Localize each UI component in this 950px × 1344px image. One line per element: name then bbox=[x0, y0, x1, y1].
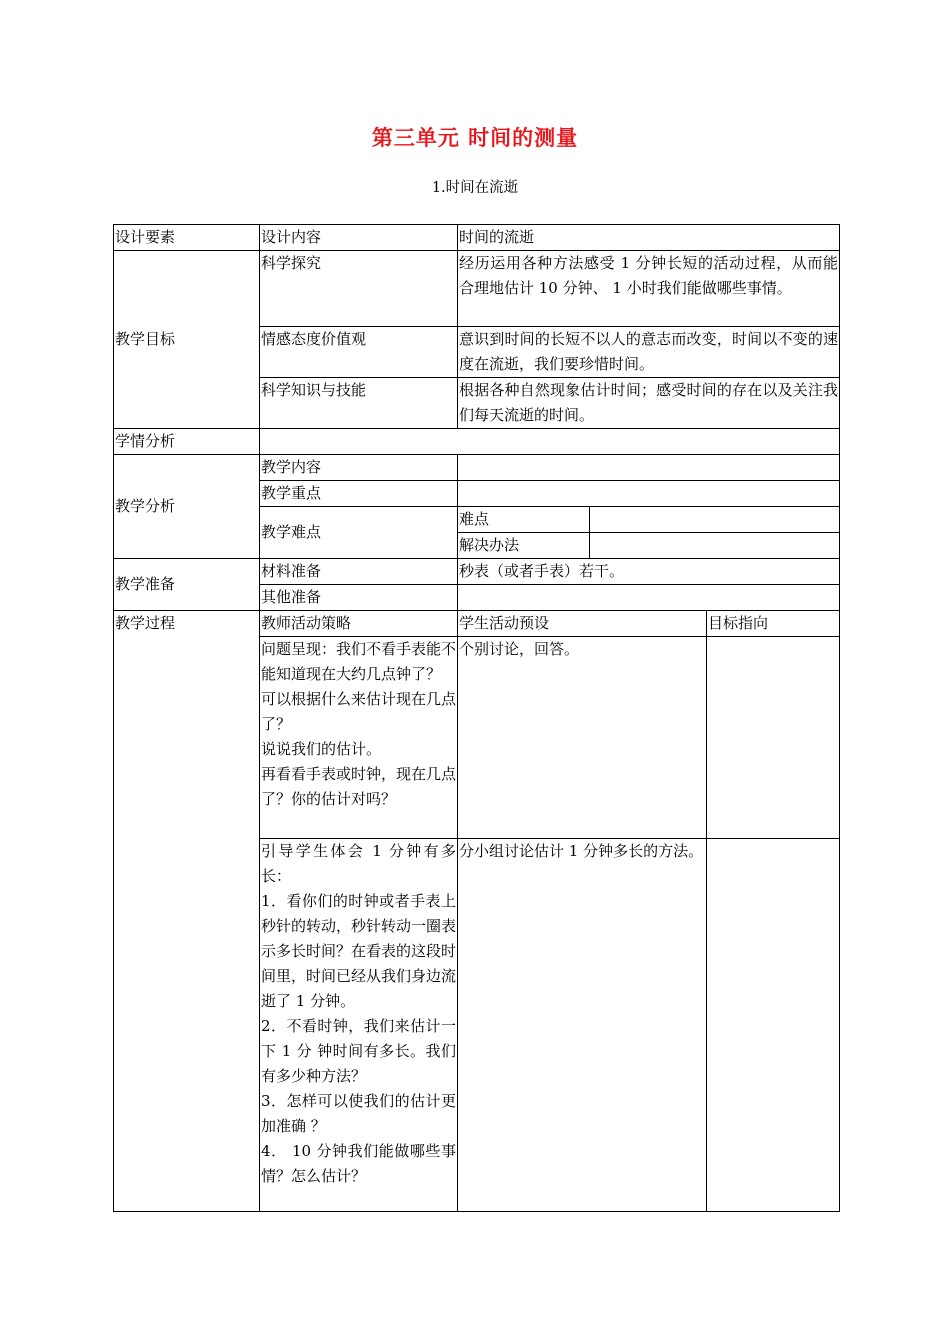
table-row bbox=[114, 559, 840, 585]
preparation-label: 教学准备 bbox=[114, 559, 260, 611]
materials-label: 材料准备 bbox=[260, 559, 458, 585]
table-row bbox=[114, 455, 840, 481]
process-col-teacher: 教师活动策略 bbox=[260, 611, 458, 637]
teacher-line: 4． 10 分钟我们能做哪些事情？怎么估计？ bbox=[261, 1142, 456, 1185]
other-prep-label: 其他准备 bbox=[260, 585, 458, 611]
teacher-line: 引导学生体会 1 分钟有多长： bbox=[261, 842, 456, 885]
goal-content: 意识到时间的长短不以人的意志而改变，时间以不变的速度在流逝，我们要珍惜时间。 bbox=[458, 327, 840, 378]
teacher-line: 再看看手表或时钟，现在几点了？你的估计对吗？ bbox=[261, 765, 457, 808]
solution-sub-value bbox=[590, 533, 840, 559]
teacher-line: 3．怎样可以使我们的估计更加准确 ？ bbox=[261, 1092, 456, 1135]
header-design-element: 设计要素 bbox=[114, 225, 260, 251]
learner-analysis-value bbox=[260, 429, 840, 455]
teacher-line: 可以根据什么来估计现在几点了？ bbox=[261, 690, 457, 733]
goal-item: 科学探究 bbox=[260, 251, 458, 327]
difficulty-sub-value bbox=[590, 507, 840, 533]
solution-sub-label: 解决办法 bbox=[458, 533, 590, 559]
table-row bbox=[114, 251, 840, 327]
teacher-activity bbox=[260, 637, 458, 839]
analysis-key-value bbox=[458, 481, 840, 507]
teacher-line: 说说我们的估计。 bbox=[261, 740, 382, 758]
page-title: 第三单元 时间的测量 bbox=[371, 125, 579, 150]
goal-item: 科学知识与技能 bbox=[260, 378, 458, 429]
lesson-subtitle: 1.时间在流逝 bbox=[431, 180, 519, 196]
target-direction bbox=[707, 839, 840, 1212]
teacher-line: 1．看你们的时钟或者手表上秒针的转动，秒针转动一圈表示多长时间？在看表的这段时间里，时间已经从我们身边流逝了 1 分钟。 bbox=[261, 892, 457, 1010]
analysis-content-value bbox=[458, 455, 840, 481]
other-prep-value bbox=[458, 585, 840, 611]
goal-item: 情感态度价值观 bbox=[260, 327, 458, 378]
learner-analysis-label: 学情分析 bbox=[114, 429, 260, 455]
process-col-target: 目标指向 bbox=[707, 611, 840, 637]
analysis-label: 教学分析 bbox=[114, 455, 260, 559]
materials-value: 秒表（或者手表）若干。 bbox=[458, 559, 840, 585]
process-label: 教学过程 bbox=[114, 611, 260, 1212]
goal-content: 根据各种自然现象估计时间；感受时间的存在以及关注我们每天流逝的时间。 bbox=[458, 378, 840, 429]
header-lesson-topic: 时间的流逝 bbox=[458, 225, 840, 251]
table-header-row bbox=[114, 225, 840, 251]
goal-content: 经历运用各种方法感受 1 分钟长短的活动过程，从而能合理地估计 10 分钟、 1 小时我们能做哪些事情。 bbox=[458, 251, 840, 327]
process-col-student: 学生活动预设 bbox=[458, 611, 707, 637]
teacher-line: 2．不看时钟，我们来估计一下 1 分 钟时间有多长。我们有多少种方法？ bbox=[261, 1017, 456, 1085]
process-header-row bbox=[114, 611, 840, 637]
analysis-difficulty-label: 教学难点 bbox=[260, 507, 458, 559]
student-activity: 分小组讨论估计 1 分钟多长的方法。 bbox=[458, 839, 707, 1212]
table-row bbox=[114, 429, 840, 455]
difficulty-sub-label: 难点 bbox=[458, 507, 590, 533]
analysis-content-label: 教学内容 bbox=[260, 455, 458, 481]
header-design-content: 设计内容 bbox=[260, 225, 458, 251]
goals-label: 教学目标 bbox=[114, 251, 260, 429]
teacher-line: 问题呈现：我们不看手表能不能知道现在大约几点钟了？ bbox=[261, 640, 457, 683]
teacher-activity bbox=[260, 839, 458, 1212]
analysis-key-label: 教学重点 bbox=[260, 481, 458, 507]
lesson-plan-table bbox=[113, 224, 840, 1212]
target-direction bbox=[707, 637, 840, 839]
student-activity: 个别讨论，回答。 bbox=[458, 637, 707, 839]
